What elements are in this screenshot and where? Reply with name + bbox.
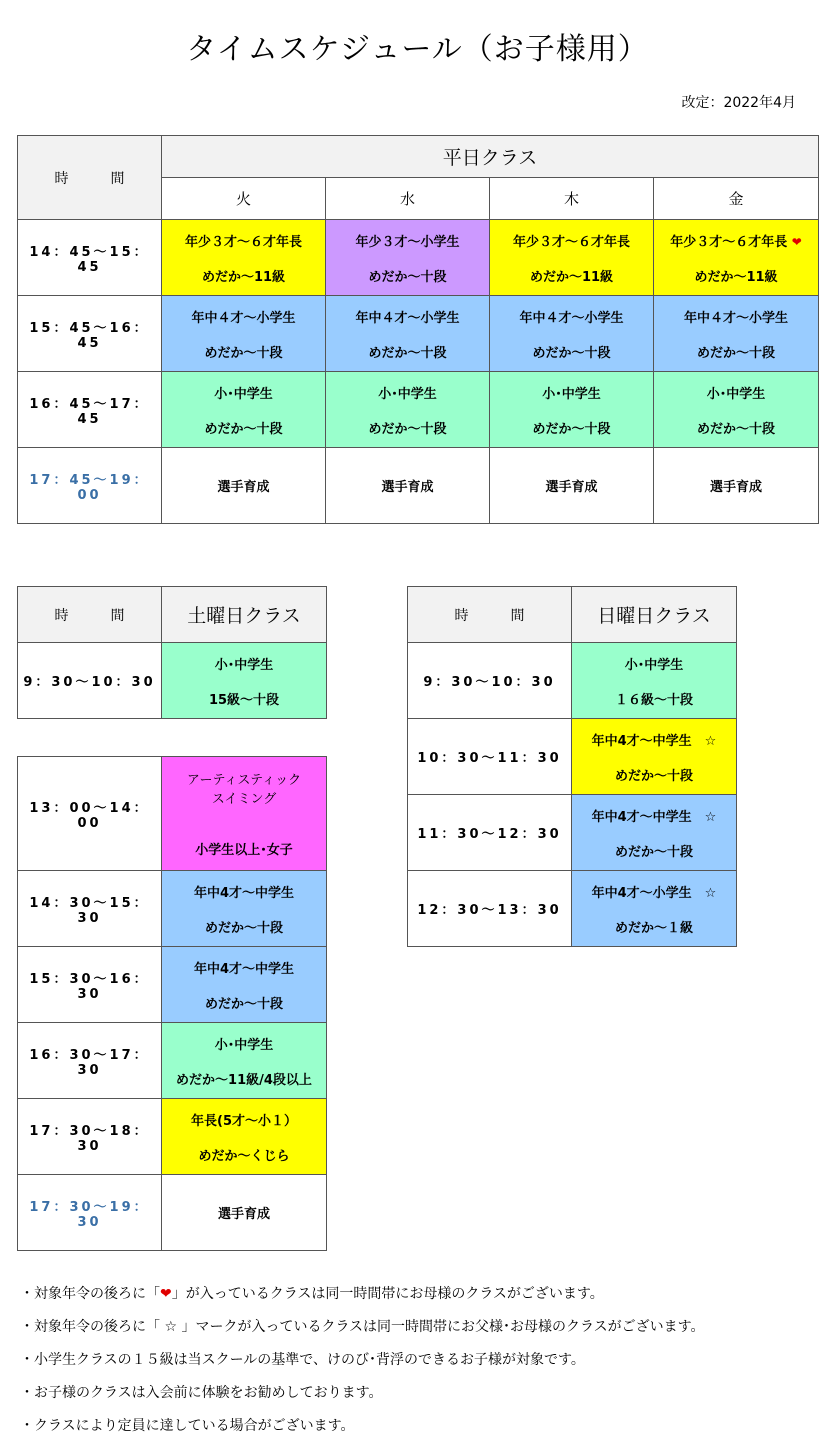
class-cell xyxy=(326,372,490,448)
class-age: 年中４才～小学生 xyxy=(355,310,460,326)
time-slot: 17：30～19：30 xyxy=(18,1175,162,1251)
time-slot: 17：30～18：30 xyxy=(18,1099,162,1175)
sunday-class-header: 日曜日クラス xyxy=(572,587,737,643)
class-level: めだか～11級 xyxy=(694,269,778,285)
class-age: 年中４才～小学生 xyxy=(191,310,296,326)
saturday-schedule-table xyxy=(17,756,327,1251)
table-row xyxy=(408,719,737,795)
table-row xyxy=(18,1175,327,1251)
note-star: ・対象年令の後ろに「 ☆ 」マークが入っているクラスは同一時間帯にお父様･お母様のクラスがございます。 xyxy=(20,1319,705,1335)
class-cell xyxy=(572,795,737,871)
day-thursday: 木 xyxy=(490,178,654,220)
class-cell xyxy=(490,372,654,448)
time-slot: 17：45～19：00 xyxy=(18,448,162,524)
class-cell xyxy=(162,296,326,372)
class-level: めだか～11級/4段以上 xyxy=(176,1072,312,1088)
class-age: 年少３才～６才年長 xyxy=(184,234,302,250)
class-age: 年少３才～６才年長 xyxy=(512,234,630,250)
class-cell xyxy=(654,220,819,296)
class-level: めだか～十段 xyxy=(696,345,775,361)
class-age: 小･中学生 xyxy=(214,657,274,673)
class-age: 小･中学生 xyxy=(214,1037,274,1053)
table-row xyxy=(18,757,327,871)
table-row xyxy=(18,871,327,947)
time-slot: 10：30～11：30 xyxy=(408,719,572,795)
time-slot: 9：30～10：30 xyxy=(408,643,572,719)
page-title: タイムスケジュール（お子様用） xyxy=(186,32,649,67)
time-slot: 9：30～10：30 xyxy=(18,643,162,719)
time-slot: 16：45～17：45 xyxy=(18,372,162,448)
class-cell xyxy=(490,220,654,296)
revision-date: 改定：2022年4月 xyxy=(681,95,796,111)
time-slot: 14：30～15：30 xyxy=(18,871,162,947)
time-slot: 14：45～15：45 xyxy=(18,220,162,296)
class-cell xyxy=(162,643,327,719)
time-slot: 11：30～12：30 xyxy=(408,795,572,871)
time-slot: 15：30～16：30 xyxy=(18,947,162,1023)
class-cell xyxy=(162,1023,327,1099)
class-age: 年中4才～中学生 ☆ xyxy=(591,809,717,825)
table-row xyxy=(18,1023,327,1099)
class-level: めだか～くじら xyxy=(198,1148,290,1164)
class-level: めだか～十段 xyxy=(532,421,611,437)
table-row xyxy=(408,871,737,947)
class-cell xyxy=(162,220,326,296)
table-row xyxy=(408,643,737,719)
class-level: めだか～十段 xyxy=(204,345,283,361)
time-header: 時 間 xyxy=(18,136,162,220)
table-row xyxy=(18,220,819,296)
note-trial: ・お子様のクラスは入会前に体験をお勧めしております。 xyxy=(20,1385,383,1401)
class-level: 15級～十段 xyxy=(208,692,280,708)
class-level: めだか～11級 xyxy=(201,269,286,285)
class-cell xyxy=(572,871,737,947)
weekday-schedule-table xyxy=(17,135,819,524)
note-level-15: ・小学生クラスの１５級は当スクールの基準で、けのび･背浮のできるお子様が対象です。 xyxy=(20,1352,585,1368)
class-cell: 選手育成 xyxy=(326,448,490,524)
class-cell xyxy=(326,296,490,372)
notes-list xyxy=(20,1278,705,1443)
class-age: 小･中学生 xyxy=(624,657,684,673)
class-cell xyxy=(162,1099,327,1175)
class-age: 年中４才～小学生 xyxy=(683,310,788,326)
class-age: 小･中学生 xyxy=(706,386,766,402)
time-slot: 12：30～13：30 xyxy=(408,871,572,947)
class-cell xyxy=(490,296,654,372)
class-cell: 選手育成 xyxy=(162,1175,327,1251)
class-age: 年中4才～中学生 xyxy=(193,961,295,977)
day-tuesday: 火 xyxy=(162,178,326,220)
class-level: めだか～十段 xyxy=(368,269,447,285)
class-level: めだか～十段 xyxy=(696,421,775,437)
class-cell xyxy=(654,372,819,448)
table-row xyxy=(18,947,327,1023)
table-row xyxy=(408,795,737,871)
class-level: めだか～十段 xyxy=(368,345,447,361)
class-cell xyxy=(162,757,327,871)
class-level: めだか～十段 xyxy=(204,996,283,1012)
class-cell: 選手育成 xyxy=(490,448,654,524)
class-level: めだか～十段 xyxy=(614,768,693,784)
class-cell xyxy=(572,719,737,795)
class-cell: 選手育成 xyxy=(162,448,326,524)
class-name: アーティスティック xyxy=(186,773,302,788)
note-capacity: ・クラスにより定員に達している場合がございます。 xyxy=(20,1418,355,1434)
class-name-2: スイミング xyxy=(211,792,277,807)
class-age: 年中4才～中学生 ☆ xyxy=(591,733,717,749)
class-level: めだか～十段 xyxy=(204,421,283,437)
class-age: 年長(5才～小１） xyxy=(191,1113,297,1129)
time-slot: 15：45～16：45 xyxy=(18,296,162,372)
class-level: めだか～十段 xyxy=(368,421,447,437)
class-age: 年中4才～中学生 xyxy=(193,885,295,901)
time-slot: 13：00～14：00 xyxy=(18,757,162,871)
class-cell xyxy=(326,220,490,296)
class-age: 年中4才～小学生 ☆ xyxy=(591,885,717,901)
class-age: 小･中学生 xyxy=(214,386,273,402)
class-cell xyxy=(162,871,327,947)
note-heart: ・対象年令の後ろに「❤」が入っているクラスは同一時間帯にお母様のクラスがございます。 xyxy=(20,1286,604,1302)
class-level: めだか～十段 xyxy=(204,920,283,936)
time-header: 時 間 xyxy=(18,587,162,643)
class-level: １６級～十段 xyxy=(614,692,693,708)
class-age: 小･中学生 xyxy=(378,386,437,402)
class-cell xyxy=(654,296,819,372)
class-cell: 選手育成 xyxy=(654,448,819,524)
time-slot: 16：30～17：30 xyxy=(18,1023,162,1099)
weekday-class-header: 平日クラス xyxy=(162,136,819,178)
class-level: めだか～11級 xyxy=(529,269,614,285)
table-row xyxy=(18,448,819,524)
day-wednesday: 水 xyxy=(326,178,490,220)
class-age: 年少３才～小学生 xyxy=(355,234,460,250)
class-cell xyxy=(162,372,326,448)
heart-icon: ❤ xyxy=(791,234,802,249)
sunday-schedule-table xyxy=(407,586,737,947)
class-level: めだか～１級 xyxy=(614,920,693,936)
heart-icon: ❤ xyxy=(160,1286,172,1302)
class-cell xyxy=(162,947,327,1023)
class-age: 小･中学生 xyxy=(542,386,601,402)
saturday-class-header: 土曜日クラス xyxy=(162,587,327,643)
table-row xyxy=(18,1099,327,1175)
table-row xyxy=(18,296,819,372)
class-age: 年少３才～６才年長 xyxy=(670,234,788,250)
class-level: 小学生以上･女子 xyxy=(195,843,293,858)
table-row xyxy=(18,372,819,448)
day-friday: 金 xyxy=(654,178,819,220)
time-header: 時 間 xyxy=(408,587,572,643)
saturday-header-table xyxy=(17,586,327,719)
class-level: めだか～十段 xyxy=(614,844,693,860)
class-age: 年中４才～小学生 xyxy=(519,310,624,326)
table-row xyxy=(18,643,327,719)
class-level: めだか～十段 xyxy=(532,345,611,361)
class-cell xyxy=(572,643,737,719)
